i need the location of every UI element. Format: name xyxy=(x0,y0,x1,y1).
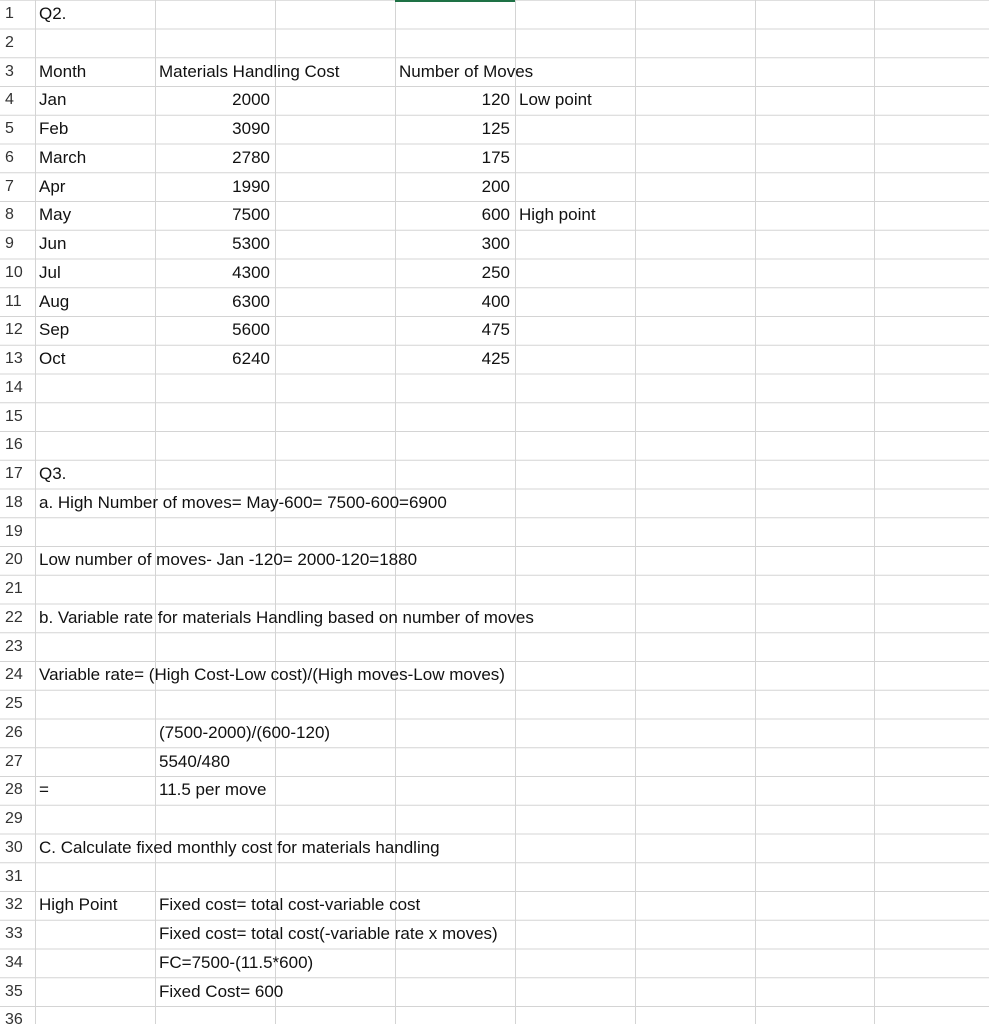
row-17 xyxy=(0,460,989,489)
row-15 xyxy=(0,403,989,432)
row-header[interactable]: 19 xyxy=(5,522,23,540)
row-25 xyxy=(0,690,989,719)
row-header[interactable]: 2 xyxy=(5,33,14,51)
cell-B26[interactable]: (7500-2000)/(600-120) xyxy=(159,722,331,742)
row-24 xyxy=(0,661,989,690)
row-header[interactable]: 18 xyxy=(5,493,23,511)
cell-A1[interactable]: Q2. xyxy=(39,4,67,23)
row-23 xyxy=(0,633,989,662)
row-16 xyxy=(0,431,989,460)
row-10 xyxy=(0,259,989,288)
row-32 xyxy=(0,891,989,920)
cell-D13[interactable]: 425 xyxy=(481,349,510,368)
cell-A20[interactable]: Low number of moves- Jan -120= 2000-120=1880 xyxy=(39,550,418,570)
row-27 xyxy=(0,748,989,777)
row-26 xyxy=(0,719,989,748)
row-18 xyxy=(0,489,989,518)
row-header[interactable]: 17 xyxy=(5,465,23,482)
cell-B28[interactable]: 11.5 per move xyxy=(159,780,267,800)
cell-A28[interactable]: = xyxy=(39,780,49,800)
row-6 xyxy=(0,144,989,173)
cell-C13[interactable]: 6240 xyxy=(232,349,270,368)
cell-D10[interactable]: 250 xyxy=(481,262,510,282)
row-9 xyxy=(0,230,989,259)
cell-B33[interactable]: Fixed cost= total cost(-variable rate x moves) xyxy=(159,924,498,943)
cell-B32[interactable]: Fixed cost= total cost-variable cost xyxy=(159,895,421,915)
cell-A22[interactable]: b. Variable rate for materials Handling based on number of moves xyxy=(39,607,534,627)
row-header[interactable]: 32 xyxy=(5,896,23,914)
row-21 xyxy=(0,575,989,604)
cell-A24[interactable]: Variable rate= (High Cost-Low cost)/(High moves-Low moves) xyxy=(39,665,505,685)
row-header[interactable]: 25 xyxy=(5,695,23,712)
cell-A5[interactable]: Feb xyxy=(39,119,69,138)
cell-C6[interactable]: 2780 xyxy=(232,147,270,167)
row-header[interactable]: 22 xyxy=(5,608,23,626)
row-34 xyxy=(0,949,989,978)
cell-C8[interactable]: 7500 xyxy=(232,205,270,225)
row-header[interactable]: 6 xyxy=(5,148,14,166)
row-19 xyxy=(0,518,989,547)
cell-D11[interactable]: 400 xyxy=(481,291,510,311)
row-20 xyxy=(0,546,989,575)
row-5 xyxy=(0,115,989,144)
row-header[interactable]: 10 xyxy=(5,263,23,281)
row-30 xyxy=(0,834,989,863)
cell-B3[interactable]: Materials Handling Cost xyxy=(159,61,340,81)
row-header[interactable]: 30 xyxy=(5,838,23,856)
row-header[interactable]: 36 xyxy=(5,1011,23,1024)
row-header[interactable]: 15 xyxy=(5,407,23,425)
row-14 xyxy=(0,374,989,403)
cell-E8[interactable]: High point xyxy=(519,205,596,225)
cell-D6[interactable]: 175 xyxy=(481,147,510,167)
cell-C10[interactable]: 4300 xyxy=(232,262,270,282)
cell-D7[interactable]: 200 xyxy=(481,176,510,196)
row-31 xyxy=(0,863,989,892)
row-header[interactable]: 4 xyxy=(5,91,14,109)
row-header[interactable]: 8 xyxy=(5,206,14,224)
row-header[interactable]: 24 xyxy=(5,666,23,684)
row-header[interactable]: 1 xyxy=(5,5,14,22)
row-header[interactable]: 27 xyxy=(5,752,23,770)
cell-A3[interactable]: Month xyxy=(39,61,87,81)
cell-A18[interactable]: a. High Number of moves= May-600= 7500-600=6900 xyxy=(39,492,447,512)
cell-A4[interactable]: Jan xyxy=(39,90,67,110)
cell-B35[interactable]: Fixed Cost= 600 xyxy=(159,981,284,1001)
row-header[interactable]: 28 xyxy=(5,781,23,799)
cell-A6[interactable]: March xyxy=(39,147,87,167)
row-36 xyxy=(0,1006,989,1024)
row-header[interactable]: 3 xyxy=(5,62,14,80)
row-1 xyxy=(0,0,989,29)
cell-A9[interactable]: Jun xyxy=(39,234,67,253)
row-header[interactable]: 23 xyxy=(5,637,23,655)
cell-A12[interactable]: Sep xyxy=(39,320,70,340)
row-header[interactable]: 9 xyxy=(5,235,14,252)
row-header[interactable]: 31 xyxy=(5,867,23,885)
cell-A32[interactable]: High Point xyxy=(39,895,118,915)
cell-D4[interactable]: 120 xyxy=(481,90,510,110)
cell-A7[interactable]: Apr xyxy=(39,176,66,196)
row-2 xyxy=(0,29,989,58)
cell-B34[interactable]: FC=7500-(11.5*600) xyxy=(159,952,314,972)
row-header[interactable]: 14 xyxy=(5,378,23,396)
cell-E4[interactable]: Low point xyxy=(519,90,592,110)
cell-A13[interactable]: Oct xyxy=(39,349,66,368)
cell-C9[interactable]: 5300 xyxy=(232,234,270,253)
cell-C4[interactable]: 2000 xyxy=(232,90,270,110)
row-header[interactable]: 21 xyxy=(5,580,23,597)
row-13 xyxy=(0,345,989,374)
row-header[interactable]: 26 xyxy=(5,723,23,741)
row-header[interactable]: 29 xyxy=(5,810,23,827)
cell-C11[interactable]: 6300 xyxy=(232,291,270,311)
row-33 xyxy=(0,920,989,949)
row-12 xyxy=(0,316,989,345)
cell-A30[interactable]: C. Calculate fixed monthly cost for materials handling xyxy=(39,837,440,857)
row-28 xyxy=(0,776,989,805)
row-29 xyxy=(0,805,989,834)
row-8 xyxy=(0,201,989,230)
row-4 xyxy=(0,86,989,115)
row-3 xyxy=(0,58,989,87)
cell-C12[interactable]: 5600 xyxy=(232,320,270,340)
cell-C5[interactable]: 3090 xyxy=(232,119,270,138)
row-header[interactable]: 35 xyxy=(5,982,23,1000)
cell-D12[interactable]: 475 xyxy=(481,320,510,340)
row-22 xyxy=(0,604,989,633)
cell-D3[interactable]: Number of Moves xyxy=(399,61,534,81)
row-header[interactable]: 20 xyxy=(5,551,23,569)
cell-B27[interactable]: 5540/480 xyxy=(159,751,230,771)
cell-D8[interactable]: 600 xyxy=(481,205,510,225)
cell-D5[interactable]: 125 xyxy=(481,119,510,138)
row-header[interactable]: 33 xyxy=(5,925,23,942)
cell-D9[interactable]: 300 xyxy=(481,234,510,253)
row-35 xyxy=(0,978,989,1007)
cell-C7[interactable]: 1990 xyxy=(232,176,270,196)
row-header[interactable]: 7 xyxy=(5,177,14,195)
row-header[interactable]: 5 xyxy=(5,120,14,137)
row-7 xyxy=(0,173,989,202)
row-header[interactable]: 11 xyxy=(5,292,22,310)
row-header[interactable]: 34 xyxy=(5,953,23,971)
cell-A10[interactable]: Jul xyxy=(39,262,61,282)
row-header[interactable]: 16 xyxy=(5,436,23,454)
row-header[interactable]: 12 xyxy=(5,321,23,339)
row-header[interactable]: 13 xyxy=(5,350,23,367)
row-11 xyxy=(0,288,989,317)
cell-A17[interactable]: Q3. xyxy=(39,464,67,483)
cell-A8[interactable]: May xyxy=(39,205,72,225)
cell-A11[interactable]: Aug xyxy=(39,291,70,311)
